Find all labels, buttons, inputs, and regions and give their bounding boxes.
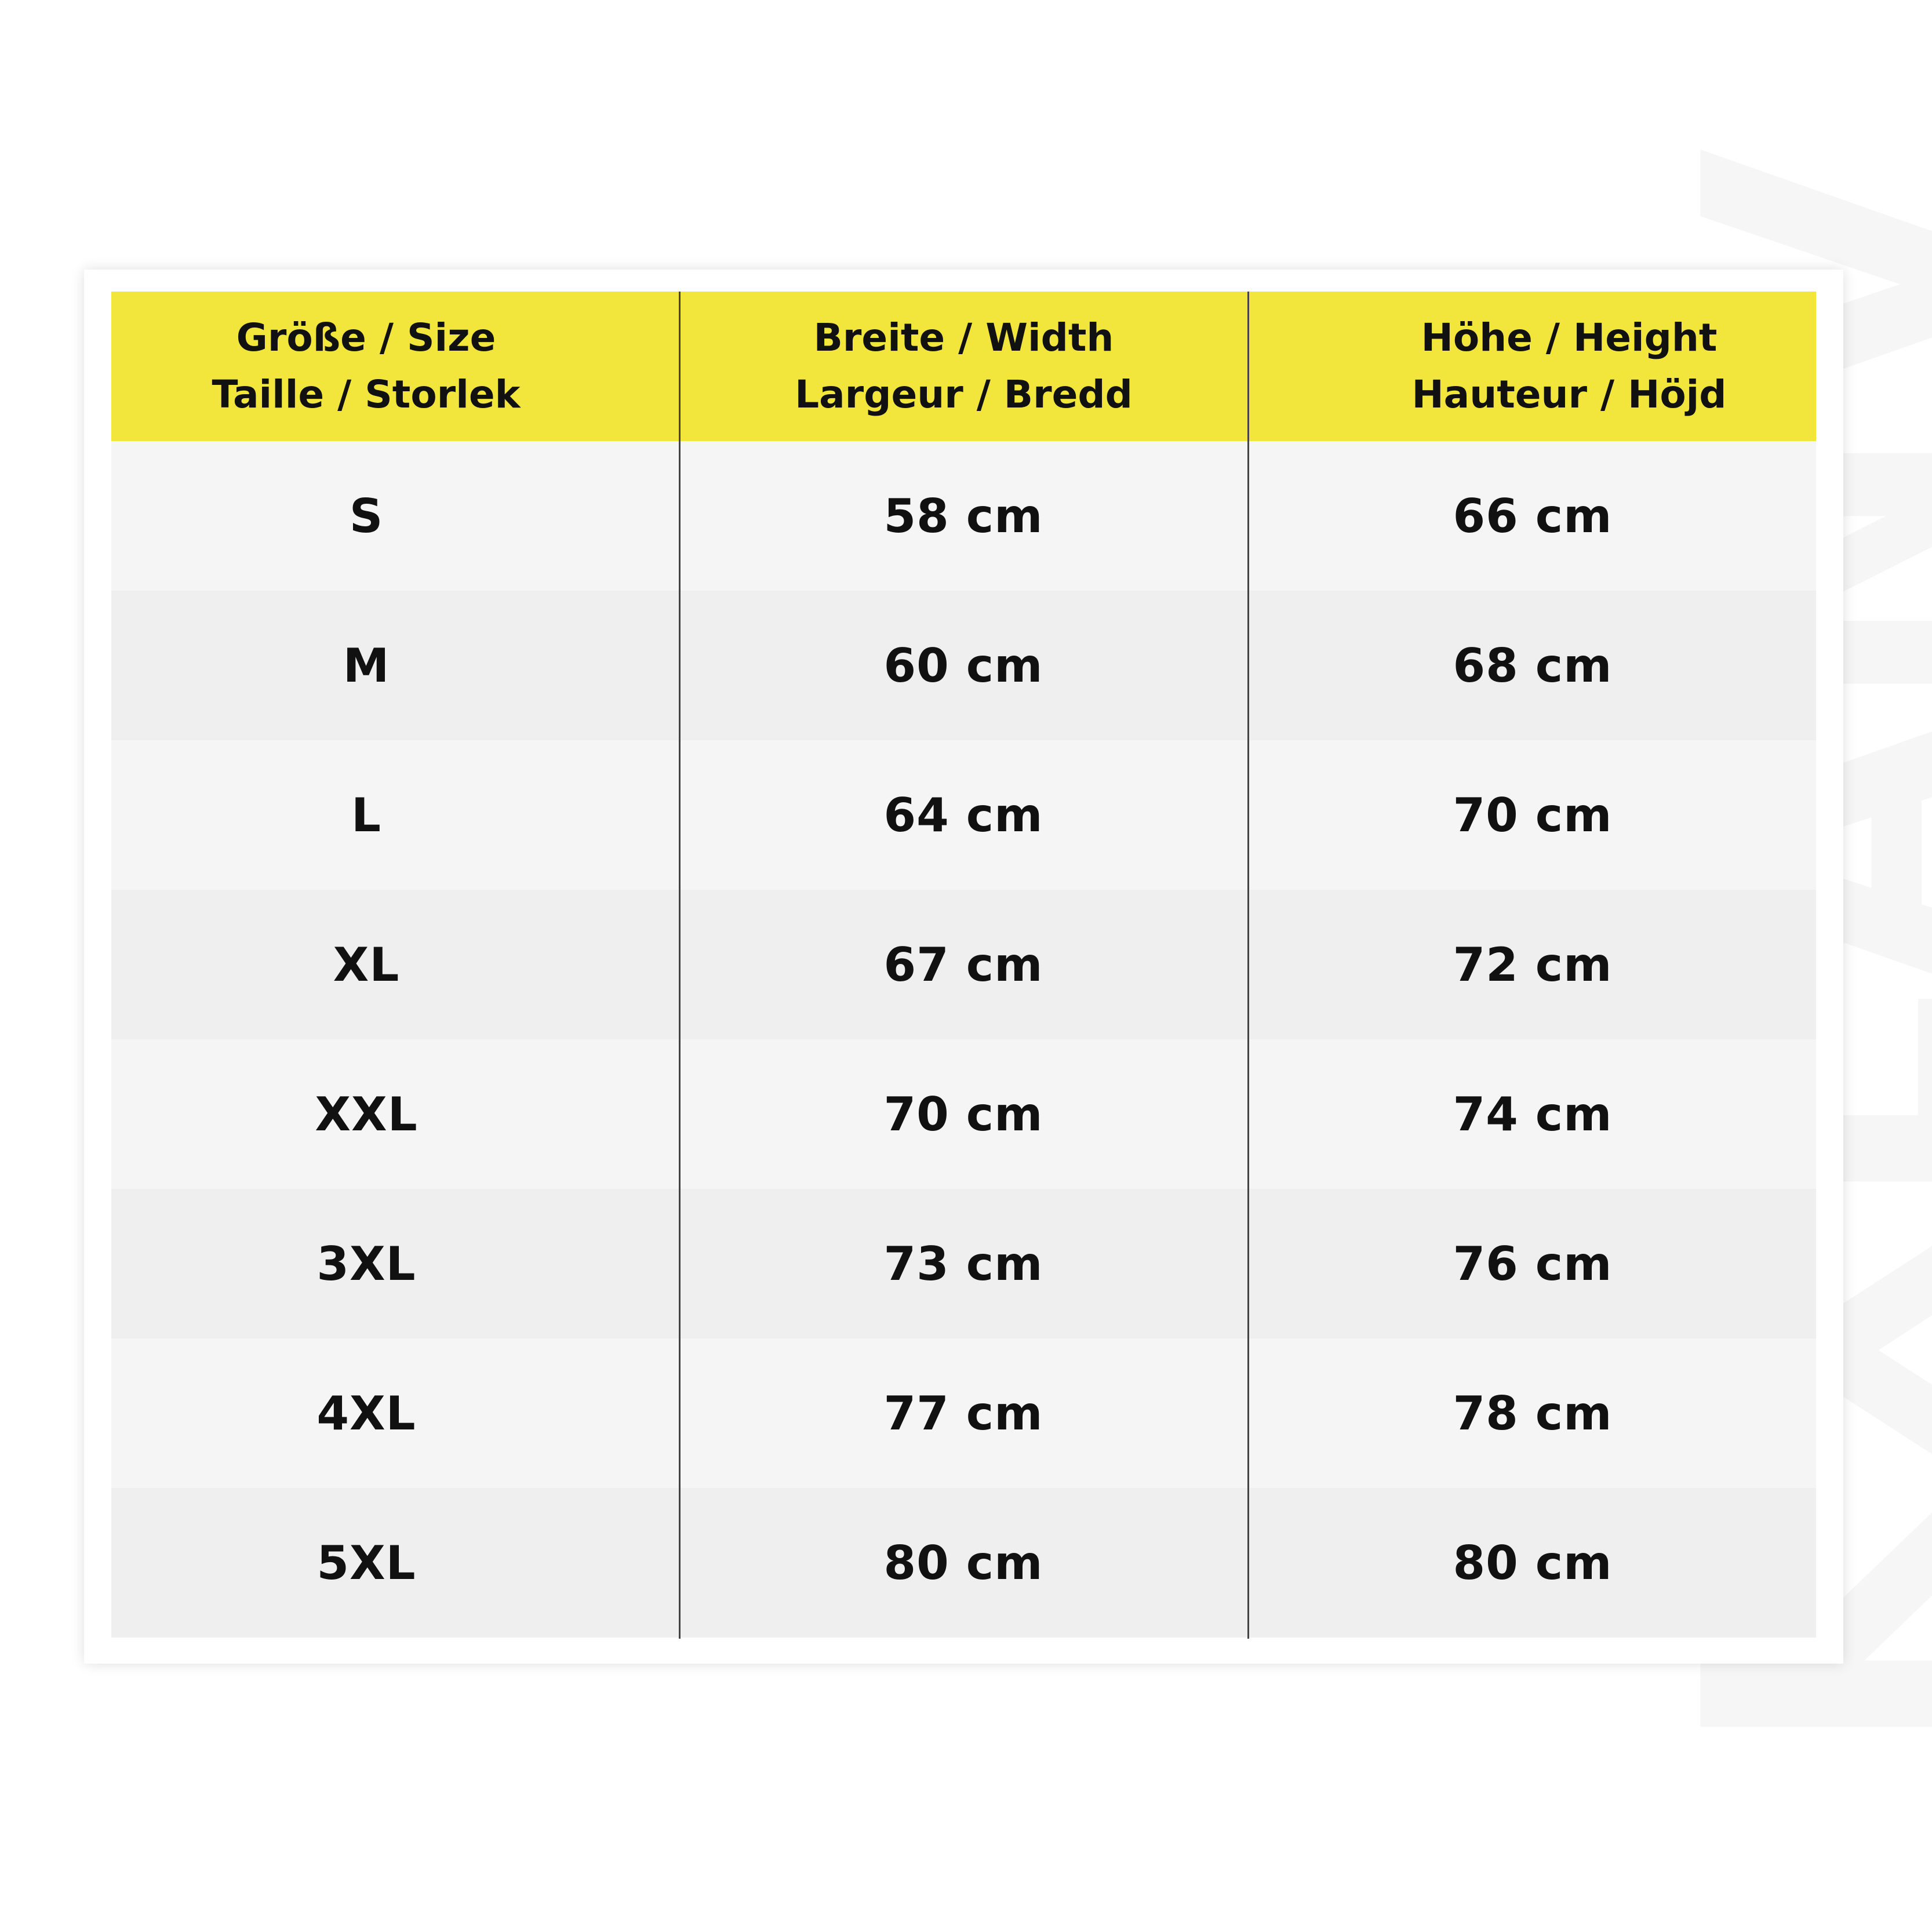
cell-height: 74 cm: [1453, 1087, 1613, 1141]
column-divider: [1247, 292, 1249, 1639]
cell-width: 64 cm: [883, 788, 1043, 842]
cell-size: S: [349, 489, 384, 543]
cell-height: 78 cm: [1453, 1386, 1613, 1440]
cell-size: 5XL: [316, 1536, 416, 1590]
header-size-line1: Größe / Size: [236, 315, 496, 360]
cell-size: XXL: [315, 1087, 418, 1141]
cell-size: M: [343, 638, 390, 693]
cell-height: 76 cm: [1453, 1236, 1613, 1291]
header-height-line2: Hauteur / Höjd: [1411, 372, 1727, 417]
cell-height: 66 cm: [1453, 489, 1613, 543]
cell-height: 68 cm: [1453, 638, 1613, 693]
table-header-row: [111, 292, 1816, 441]
header-size-line2: Taille / Storlek: [212, 372, 521, 417]
cell-width: 60 cm: [883, 638, 1043, 693]
header-height: [1247, 292, 1891, 441]
cell-size: 3XL: [316, 1236, 416, 1291]
cell-height: 72 cm: [1453, 937, 1613, 992]
header-size: [111, 292, 621, 441]
table-row: [111, 890, 1816, 1039]
size-table: [111, 292, 1816, 1639]
cell-width: 77 cm: [883, 1386, 1043, 1440]
table-row: [111, 1039, 1816, 1189]
column-divider: [679, 292, 681, 1639]
header-width: [679, 292, 1248, 441]
cell-height: 70 cm: [1453, 788, 1613, 842]
cell-width: 80 cm: [883, 1536, 1043, 1590]
table-row: [111, 1338, 1816, 1488]
table-row: [111, 1189, 1816, 1338]
cell-width: 73 cm: [883, 1236, 1043, 1291]
header-width-line1: Breite / Width: [813, 315, 1114, 360]
cell-height: 80 cm: [1453, 1536, 1613, 1590]
cell-size: 4XL: [316, 1386, 416, 1440]
table-row: [111, 591, 1816, 740]
size-chart-card: [84, 270, 1843, 1664]
table-row: [111, 1488, 1816, 1638]
header-width-line2: Largeur / Bredd: [795, 372, 1133, 417]
table-row: [111, 441, 1816, 591]
cell-width: 67 cm: [883, 937, 1043, 992]
header-height-line1: Höhe / Height: [1421, 315, 1718, 360]
cell-size: L: [351, 788, 381, 842]
cell-width: 70 cm: [883, 1087, 1043, 1141]
cell-size: XL: [333, 937, 400, 992]
table-row: [111, 740, 1816, 890]
cell-width: 58 cm: [883, 489, 1043, 543]
